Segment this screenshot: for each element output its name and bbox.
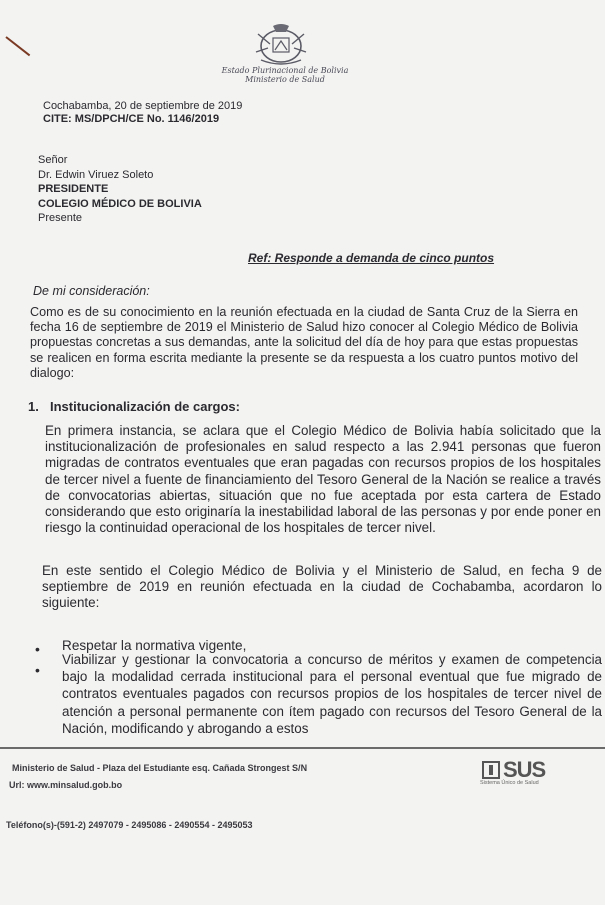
section-number: 1. xyxy=(28,399,39,414)
header-state-name: Estado Plurinacional de Bolivia xyxy=(221,66,349,75)
recipient-title: PRESIDENTE xyxy=(38,183,109,195)
sus-logo-icon xyxy=(482,761,500,779)
sus-logo-subtitle: Sistema Único de Salud xyxy=(480,780,539,786)
intro-paragraph: Como es de su conocimiento en la reunión efectuada en la ciudad de Santa Cruz de la Sierra en fecha 16 de septiembre de 2019 el Ministerio de Salud hizo conocer al Colegio Médico de Bolivia propuestas concretas a sus demandas, ante la solicitud del día de hoy para que estas propuestas se realicen en forma escrita mediante la presente se da respuesta a los cuatro puntos motivo del dialogo: xyxy=(30,305,578,380)
section-paragraph-2: En este sentido el Colegio Médico de Bolivia y el Ministerio de Salud, en fecha 9 de septiembre de 2019 en reunión efectuada en la ciudad de Cochabamba, acordaron lo siguiente: xyxy=(42,563,602,611)
header-ministry-name: Ministerio de Salud xyxy=(245,75,325,84)
cite-number: CITE: MS/DPCH/CE No. 1146/2019 xyxy=(43,113,220,125)
section-heading: Institucionalización de cargos: xyxy=(50,399,240,414)
bullet-item-1: Respetar la normativa vigente, xyxy=(62,638,247,653)
pen-mark xyxy=(5,36,30,56)
footer-url: Url: www.minsalud.gob.bo xyxy=(9,780,123,790)
recipient-salutation: Señor xyxy=(38,154,68,166)
bullet-item-2: Viabilizar y gestionar la convocatoria a concurso de méritos y examen de competencia bajo la modalidad cerrada institucional para el personal eventual que fue migrado de contratos eventuales pagados con recursos propios de los hospitales de tercer nivel de atención a personal permanente con ítem pagado con recursos del Tesoro General de la Nación, modificando y abrogando a estos xyxy=(62,652,602,736)
recipient-presente: Presente xyxy=(38,212,83,224)
date-line: Cochabamba, 20 de septiembre de 2019 xyxy=(43,100,243,112)
footer-divider xyxy=(0,747,605,749)
footer-phones: Teléfono(s)-(591-2) 2497079 - 2495086 - 2490554 - 2495053 xyxy=(6,820,253,830)
sus-logo-text: SUS xyxy=(503,757,546,782)
recipient-org: COLEGIO MÉDICO DE BOLIVIA xyxy=(38,198,202,210)
coat-of-arms-icon xyxy=(246,22,316,66)
section-paragraph-1: En primera instancia, se aclara que el Colegio Médico de Bolivia había solicitado que la institucionalización de profesionales en salud respecto a las 2.941 personas que fueron migradas de contratos eventuales que eran pagadas con recursos propios de los hospitales de tercer nivel a fuente de financiamiento del Tesoro General de la Nación se realice a través de convocatorias abiertas, situación que no fue aceptada por esta cartera de Estado considerando que esto originaría la inestabilidad laboral de las personas y por ende poner en riesgo la continuidad operacional de los hospitales de tercer nivel. xyxy=(45,423,601,536)
footer-address: Ministerio de Salud - Plaza del Estudiante esq. Cañada Strongest S/N xyxy=(12,763,308,773)
bullet-marker: • xyxy=(35,662,40,678)
recipient-name: Dr. Edwin Viruez Soleto xyxy=(38,169,154,181)
greeting: De mi consideración: xyxy=(33,284,150,298)
reference-line: Ref: Responde a demanda de cinco puntos xyxy=(248,251,495,265)
bullet-marker: • xyxy=(35,641,40,657)
